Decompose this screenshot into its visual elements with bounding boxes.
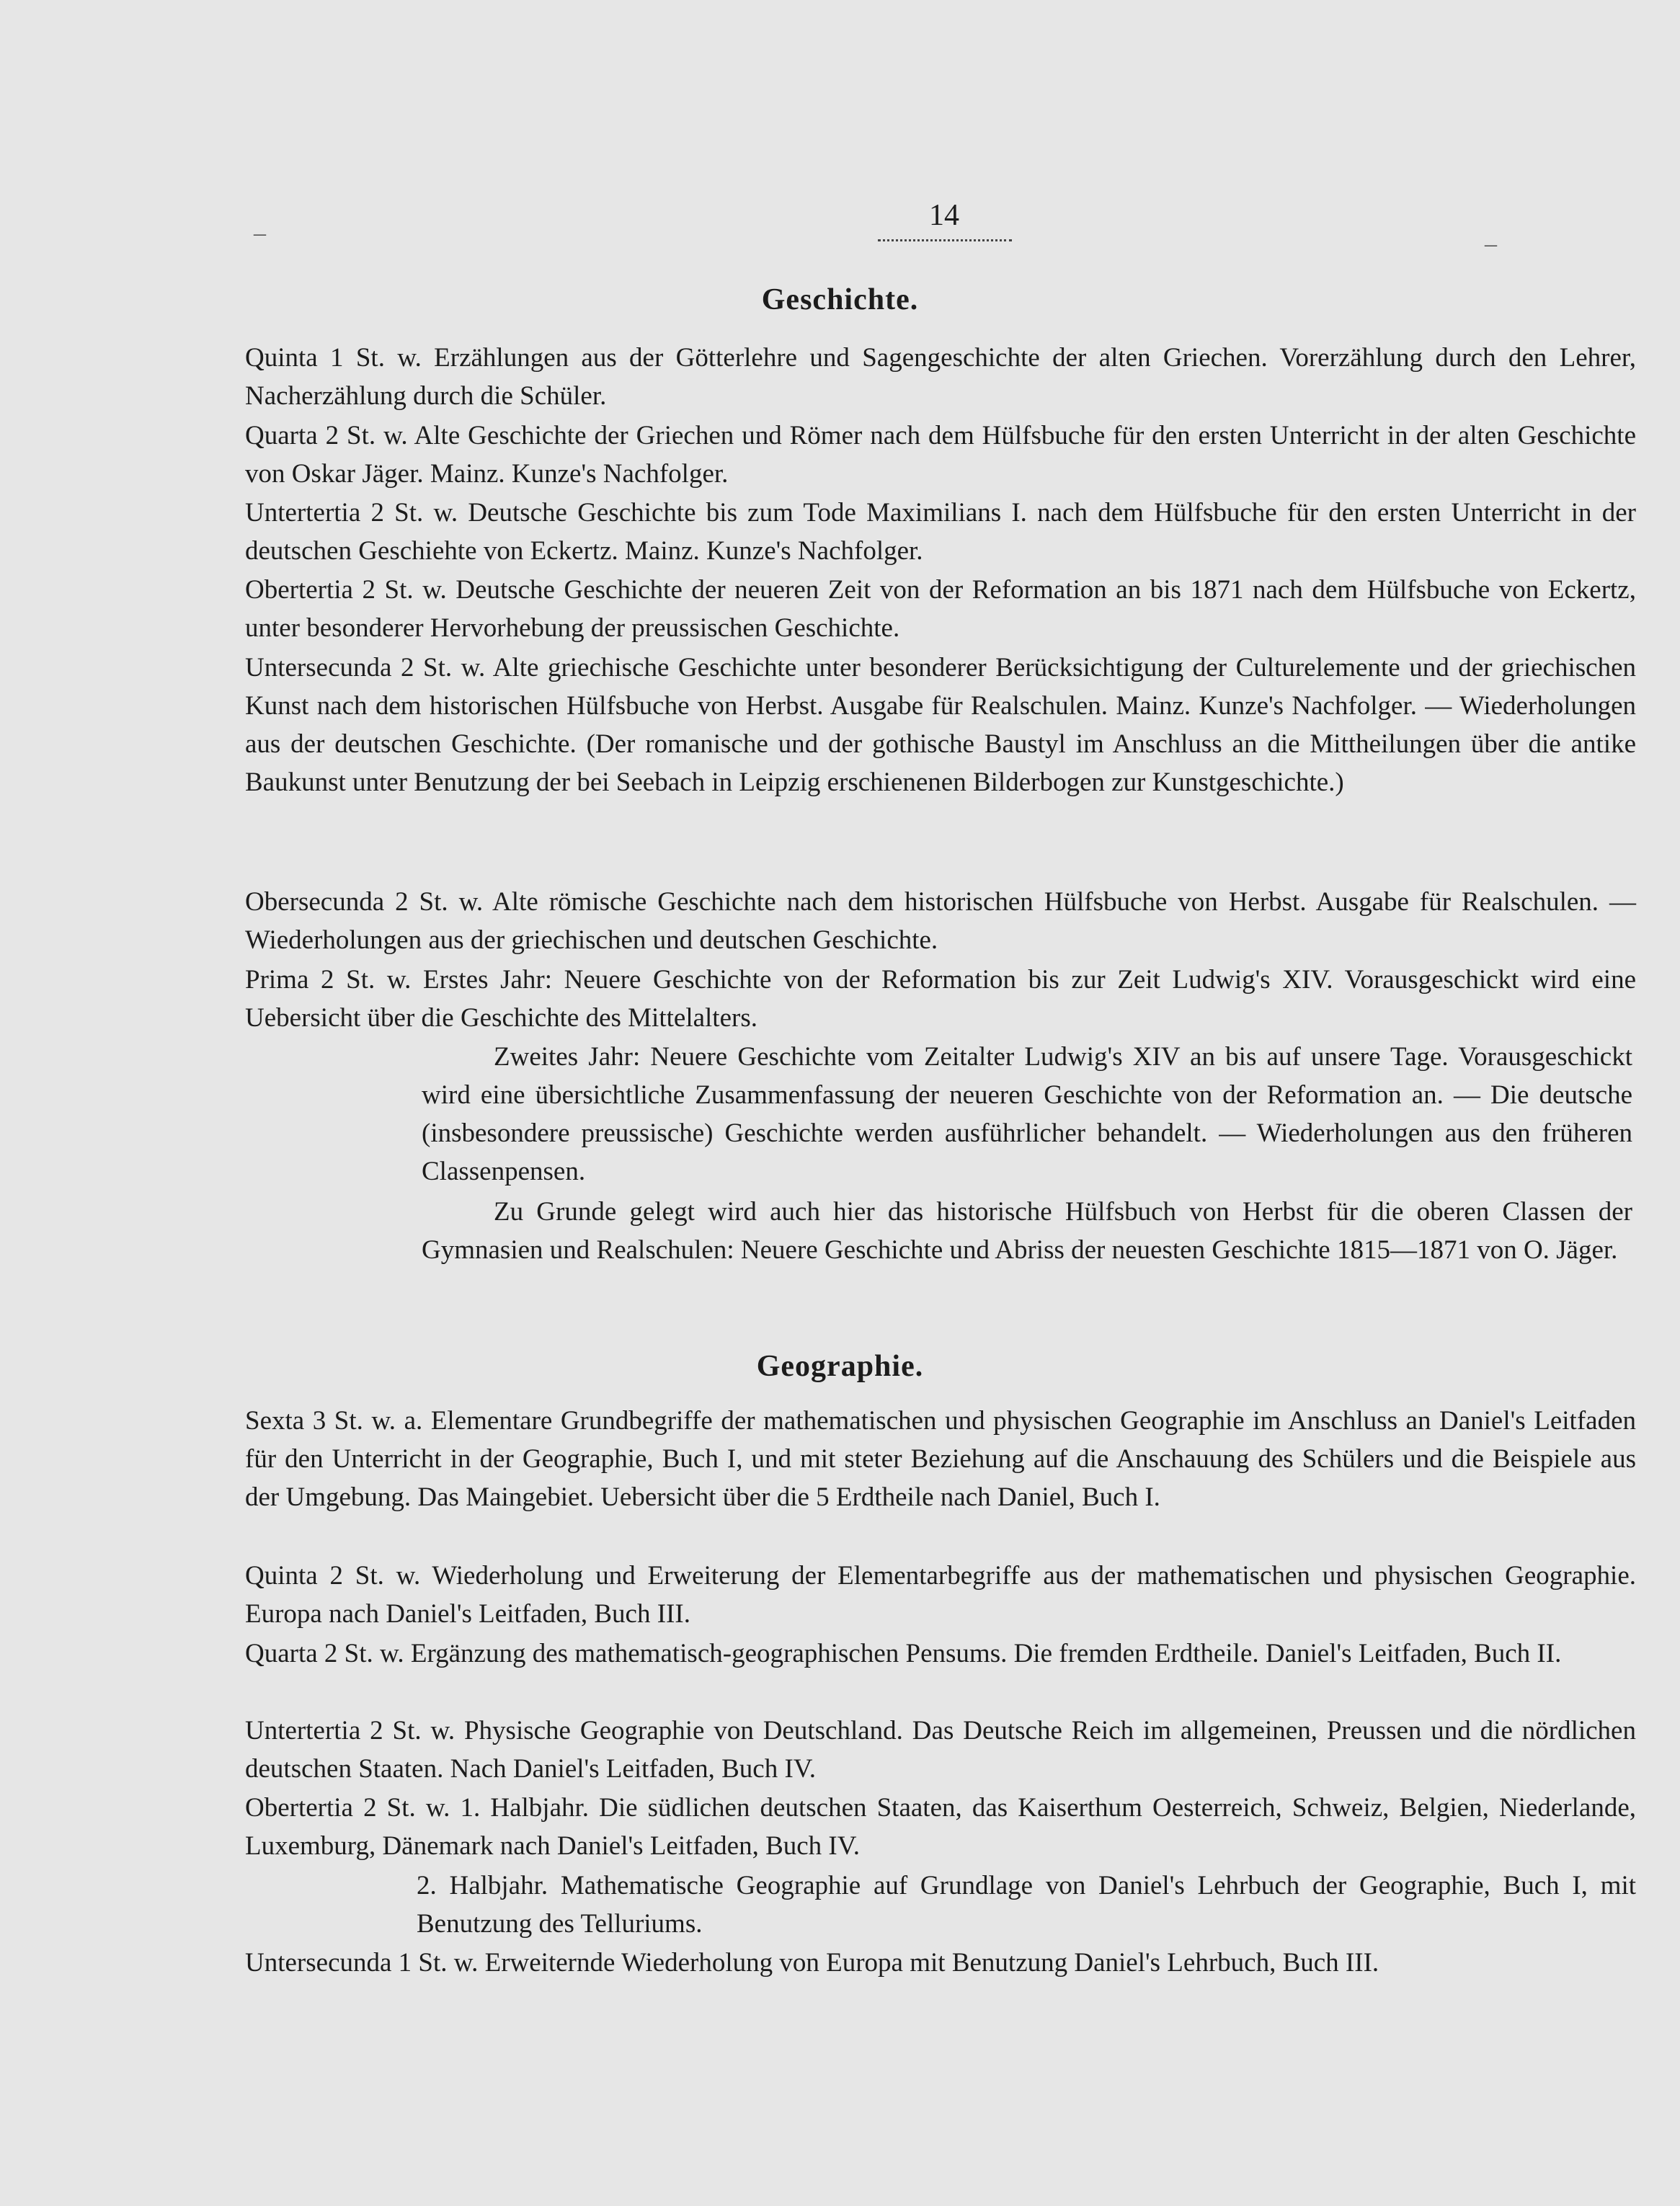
entry-text: Alte griechische Geschichte unter besonderer Berücksichtigung der Culturelemente und der griechischen Kunst nach dem historischen Hülfsbuche von Herbst. Ausgabe für Realschulen. Mainz. Kunze's Nachfolger. — Wiederholungen aus der deutschen Geschichte. (Der romanische und der gothische Baustyl im Anschluss an die Mittheilungen über die antike Baukunst unter Benutzung der bei Seebach in Leipzig erschienenen Bilderbogen zur Kunstgeschichte.)	[245, 653, 1637, 797]
entry-lead: Prima 2 St. w.	[245, 965, 424, 995]
entry-geographie-sexta	[245, 1402, 1636, 1516]
entry-lead: Quarta 2 St. w.	[245, 1639, 411, 1668]
entry-geschichte-untersecunda	[245, 649, 1636, 801]
entry-text: Wiederholung und Erweiterung der Elementarbegriffe aus der mathematischen und physischen Geographie. Europa nach Daniel's Leitfaden, Buch III.	[245, 1561, 1636, 1629]
margin-mark: –	[254, 220, 266, 246]
prima-paragraph-zweites-jahr: Zweites Jahr: Neuere Geschichte vom Zeitalter Ludwig's XIV an bis auf unsere Tage. Vorausgeschickt wird eine übersichtliche Zusammenfassung der neueren Geschichte von der Reformation an. — Die deutsche (insbesondere preussische) Geschichte werden ausführlicher behandelt. — Wiederholungen aus den früheren Classenpensen.	[422, 1042, 1632, 1186]
entry-text: Erstes Jahr: Neuere Geschichte von der Reformation bis zur Zeit Ludwig's XIV. Vorausgeschickt wird eine Uebersicht über die Geschichte des Mittelalters.	[245, 965, 1637, 1033]
entry-text: Ergänzung des mathematisch-geographischen Pensums. Die fremden Erdtheile. Daniel's Leitfaden, Buch II.	[410, 1639, 1562, 1668]
prima-paragraph-zu-grunde: Zu Grunde gelegt wird auch hier das historische Hülfsbuch von Herbst für die oberen Classen der Gymnasien und Realschulen: Neuere Geschichte und Abriss der neuesten Geschichte 1815—1871 von O. Jäger.	[422, 1197, 1632, 1265]
entry-text: Erweiternde Wiederholung von Europa mit Benutzung Daniel's Lehrbuch, Buch III.	[484, 1948, 1379, 1978]
entry-lead: Untertertia 2 St. w.	[245, 498, 468, 528]
entry-lead: Untersecunda 2 St. w.	[245, 653, 493, 682]
entry-lead: Obersecunda 2 St. w.	[245, 887, 493, 917]
entry-geographie-quarta	[245, 1635, 1636, 1673]
entry-text: 1. Halbjahr. Die südlichen deutschen Staaten, das Kaiserthum Oesterreich, Schweiz, Belgien, Niederlande, Luxemburg, Dänemark nach Daniel's Leitfaden, Buch IV.	[245, 1793, 1636, 1861]
entry-geschichte-obersecunda	[245, 883, 1636, 959]
entry-text: Erzählungen aus der Götterlehre und Sagengeschichte der alten Griechen. Vorerzählung durch den Lehrer, Nacherzählung durch die Schüler.	[245, 343, 1636, 411]
entry-geschichte-quinta	[245, 339, 1636, 415]
entry-lead: Untertertia 2 St. w.	[245, 1716, 464, 1745]
entry-lead: Sexta 3 St. w.	[245, 1406, 404, 1436]
section-title-geographie: Geographie.	[756, 1350, 924, 1383]
section-title-geschichte: Geschichte.	[761, 283, 919, 316]
entry-geschichte-quarta	[245, 417, 1636, 493]
entry-text: a. Elementare Grundbegriffe der mathematischen und physischen Geographie im Anschluss an Daniel's Leitfaden für den Unterricht in der Geographie, Buch I, und mit steter Beziehung auf die Anschauung des Schülers und die Beispiele aus der Umgebung. Das Maingebiet. Uebersicht über die 5 Erdtheile nach Daniel, Buch I.	[245, 1406, 1636, 1512]
margin-mark: –	[1485, 231, 1497, 257]
page-number: 14	[929, 199, 959, 232]
entry-geschichte-prima	[245, 961, 1636, 1037]
entry-lead: Obertertia 2 St. w.	[245, 575, 456, 605]
entry-geschichte-untertertia	[245, 494, 1636, 570]
entry-geographie-untertertia	[245, 1712, 1636, 1788]
entry-lead: Quinta 1 St. w.	[245, 343, 435, 373]
entry-geschichte-obertertia	[245, 571, 1636, 647]
entry-lead: Quarta 2 St. w.	[245, 421, 414, 450]
entry-text: Physische Geographie von Deutschland. Das Deutsche Reich im allgemeinen, Preussen und die nördlichen deutschen Staaten. Nach Daniel's Leitfaden, Buch IV.	[245, 1716, 1636, 1784]
entry-lead: Quinta 2 St. w.	[245, 1561, 432, 1591]
entry-geographie-quinta	[245, 1557, 1636, 1633]
entry-text: Deutsche Geschichte bis zum Tode Maximilians I. nach dem Hülfsbuche für den ersten Unterricht in der deutschen Geschiehte von Eckertz. Mainz. Kunze's Nachfolger.	[245, 498, 1636, 566]
entry-geographie-obertertia	[245, 1789, 1636, 1865]
entry-lead: Obertertia 2 St. w.	[245, 1793, 461, 1823]
entry-text: Alte Geschichte der Griechen und Römer nach dem Hülfsbuche für den ersten Unterricht in der alten Geschichte von Oskar Jäger. Mainz. Kunze's Nachfolger.	[245, 421, 1636, 489]
obertertia-second-halfyear: 2. Halbjahr. Mathematische Geographie auf Grundlage von Daniel's Lehrbuch der Geographie, Buch I, mit Benutzung des Telluriums.	[417, 1871, 1636, 1939]
entry-lead: Untersecunda 1 St. w.	[245, 1948, 485, 1978]
entry-geographie-untersecunda	[245, 1944, 1636, 1982]
page-number-underline	[878, 239, 1012, 244]
entry-text: Deutsche Geschichte der neueren Zeit von der Reformation an bis 1871 nach dem Hülfsbuche von Eckertz, unter besonderer Hervorhebung der preussischen Geschichte.	[245, 575, 1636, 643]
entry-text: Alte römische Geschichte nach dem historischen Hülfsbuche von Herbst. Ausgabe für Realschulen. — Wiederholungen aus der griechischen und deutschen Geschichte.	[245, 887, 1636, 955]
